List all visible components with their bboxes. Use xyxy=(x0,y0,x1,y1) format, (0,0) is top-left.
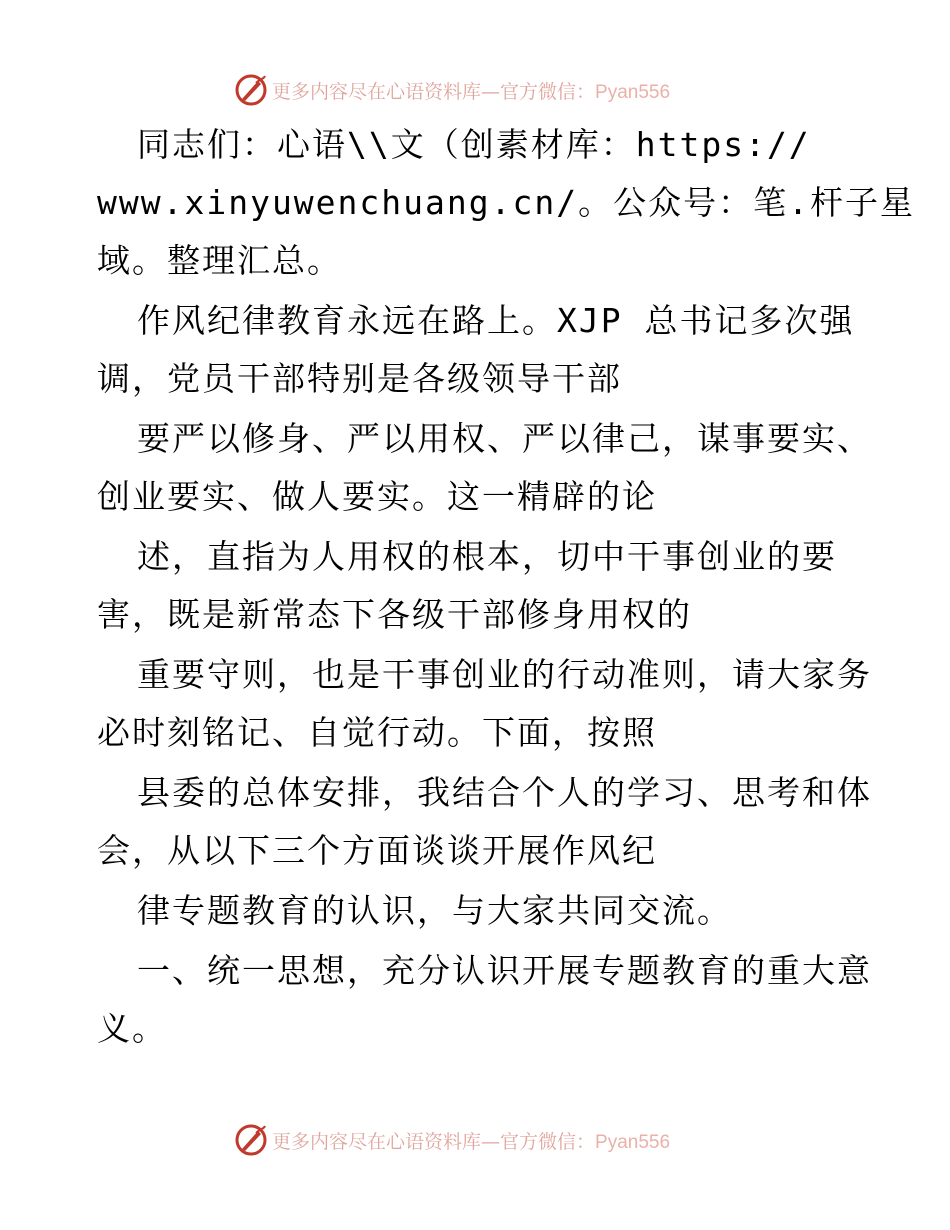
text-line: 义。 xyxy=(97,1009,167,1048)
watermark-handle: Pyan556 xyxy=(595,1131,671,1153)
text-line: 域。整理汇总。 xyxy=(97,241,342,280)
bottom-watermark-banner xyxy=(234,1122,714,1158)
red-quill-pen-logo-icon xyxy=(234,73,268,107)
watermark-text xyxy=(272,1127,670,1154)
top-watermark-banner xyxy=(234,72,714,108)
watermark-label: 更多内容尽在心语资料库—官方微信： xyxy=(272,1130,596,1153)
text-line: 会，从以下三个方面谈谈开展作风纪 xyxy=(97,831,657,870)
text-line: 同志们：心语\\文（创素材库：https:// xyxy=(137,125,811,164)
text-line: 县委的总体安排，我结合个人的学习、思考和体 xyxy=(137,773,872,812)
text-line: www.xinyuwenchuang.cn/。公众号：笔.杆子星 xyxy=(97,183,915,222)
text-line: 要严以修身、严以用权、严以律己，谋事要实、 xyxy=(137,419,872,458)
text-line: 必时刻铭记、自觉行动。下面，按照 xyxy=(97,713,657,752)
text-line: 重要守则，也是干事创业的行动准则，请大家务 xyxy=(137,655,872,694)
text-line: 创业要实、做人要实。这一精辟的论 xyxy=(97,477,657,516)
text-line: 一、统一思想，充分认识开展专题教育的重大意 xyxy=(137,951,872,990)
watermark-text xyxy=(272,77,670,104)
text-line: 作风纪律教育永远在路上。XJP 总书记多次强 xyxy=(137,301,855,340)
red-quill-pen-logo-icon xyxy=(234,1123,268,1157)
text-line: 调，党员干部特别是各级领导干部 xyxy=(97,359,622,398)
text-line: 述，直指为人用权的根本，切中干事创业的要 xyxy=(137,537,837,576)
text-line: 律专题教育的认识，与大家共同交流。 xyxy=(137,891,732,930)
text-line: 害，既是新常态下各级干部修身用权的 xyxy=(97,595,692,634)
watermark-label: 更多内容尽在心语资料库—官方微信： xyxy=(272,80,596,103)
watermark-handle: Pyan556 xyxy=(595,81,671,103)
